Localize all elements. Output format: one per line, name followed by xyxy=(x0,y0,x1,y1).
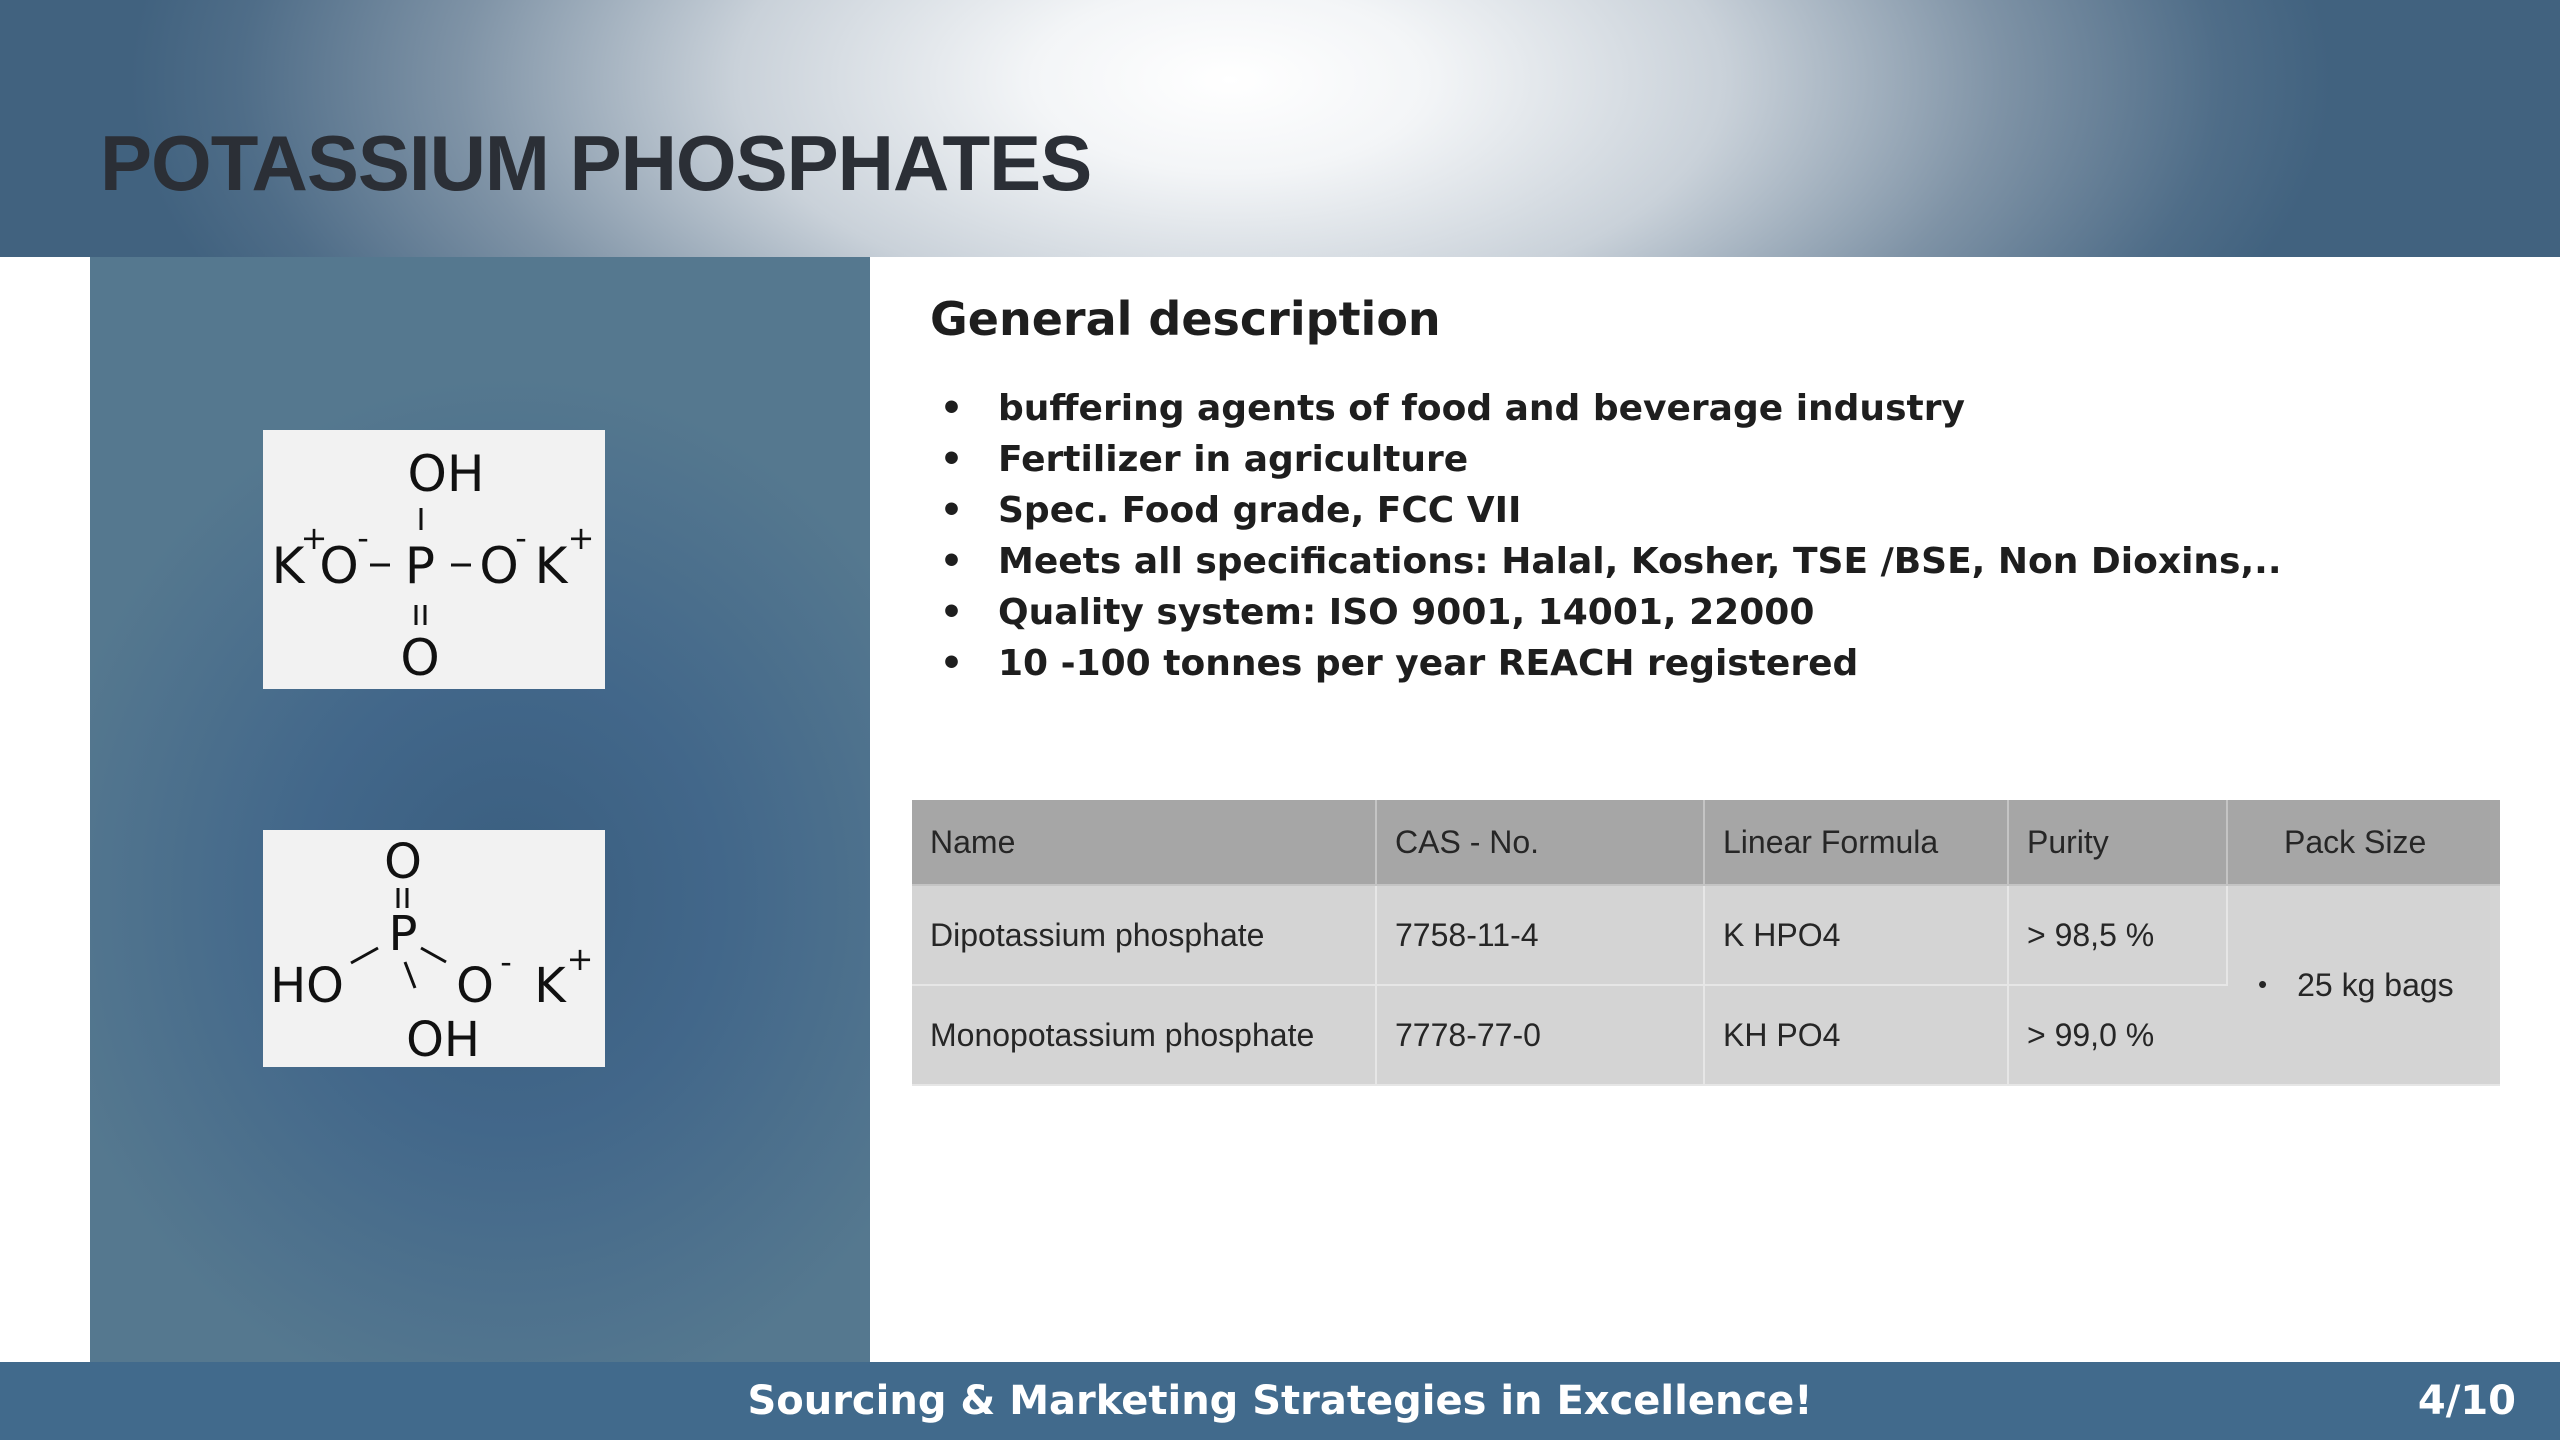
list-item-text: buffering agents of food and beverage industry xyxy=(998,388,1965,429)
structure-diagram xyxy=(263,830,605,1067)
cell-cas: 7758-11-4 xyxy=(1376,885,1704,985)
cell-purity: > 99,0 % xyxy=(2008,985,2227,1085)
atom-label: K xyxy=(534,537,568,595)
monopotassium-phosphate-structure xyxy=(263,830,605,1067)
atom-label: O xyxy=(456,958,494,1014)
bond xyxy=(351,948,378,963)
bullet-icon: • xyxy=(940,643,964,684)
footer-bar xyxy=(0,1362,2560,1440)
page-number: 4/10 xyxy=(2417,1378,2516,1424)
atom-label: P xyxy=(388,906,418,962)
cell-pack-size xyxy=(2227,885,2500,1085)
column-header-cas: CAS - No. xyxy=(1376,800,1704,885)
atom-charge: - xyxy=(500,943,512,981)
column-header-purity: Purity xyxy=(2008,800,2227,885)
bond xyxy=(421,948,446,962)
cell-purity: > 98,5 % xyxy=(2008,885,2227,985)
cell-formula: KH PO4 xyxy=(1704,985,2008,1085)
atom-label: OH xyxy=(407,445,485,503)
header-banner xyxy=(0,0,2560,257)
column-header-name: Name xyxy=(912,800,1376,885)
list-item-text: Meets all specifications: Halal, Kosher, TSE /BSE, Non Dioxins,.. xyxy=(998,541,2282,582)
bullet-icon: • xyxy=(940,592,964,633)
footer-slogan: Sourcing & Marketing Strategies in Excellence! xyxy=(747,1378,1813,1424)
atom-label: O xyxy=(479,537,519,595)
atom-charge: + xyxy=(567,519,595,557)
table-header-row xyxy=(912,800,2500,885)
left-panel xyxy=(90,257,870,1362)
bullet-icon: • xyxy=(940,490,964,531)
dipotassium-phosphate-structure xyxy=(263,430,605,689)
column-header-pack-size: Pack Size xyxy=(2227,800,2500,885)
atom-label: HO xyxy=(270,958,344,1014)
atom-label: O xyxy=(319,537,359,595)
section-title: General description xyxy=(930,292,1441,346)
list-item xyxy=(930,383,2282,434)
page-title: POTASSIUM PHOSPHATES xyxy=(100,119,1092,207)
pack-size-text: 25 kg bags xyxy=(2297,966,2454,1003)
list-item-text: Fertilizer in agriculture xyxy=(998,439,1469,480)
atom-label: O xyxy=(400,629,440,687)
list-item-text: Spec. Food grade, FCC VII xyxy=(998,490,1522,531)
cell-name: Monopotassium phosphate xyxy=(912,985,1376,1085)
atom-charge: + xyxy=(300,519,328,557)
column-header-formula: Linear Formula xyxy=(1704,800,2008,885)
bullet-icon: • xyxy=(940,388,964,429)
bullet-icon: • xyxy=(2258,968,2268,999)
list-item xyxy=(930,434,2282,485)
list-item xyxy=(930,536,2282,587)
atom-charge: - xyxy=(515,519,527,557)
list-item xyxy=(930,587,2282,638)
atom-label: K xyxy=(534,958,566,1014)
bullet-icon: • xyxy=(940,439,964,480)
cell-formula: K HPO4 xyxy=(1704,885,2008,985)
list-item xyxy=(930,485,2282,536)
atom-charge: + xyxy=(566,940,594,978)
bond xyxy=(405,962,415,988)
product-table xyxy=(912,800,2500,1086)
bullet-icon: • xyxy=(940,541,964,582)
atom-label: OH xyxy=(406,1012,480,1067)
atom-label: K xyxy=(271,537,305,595)
list-item-text: Quality system: ISO 9001, 14001, 22000 xyxy=(998,592,1815,633)
list-item-text: 10 -100 tonnes per year REACH registered xyxy=(998,643,1859,684)
list-item xyxy=(930,638,2282,689)
atom-charge: - xyxy=(357,519,369,557)
description-list xyxy=(930,383,2282,689)
table-row xyxy=(912,885,2500,985)
structure-diagram xyxy=(263,430,605,689)
cell-name: Dipotassium phosphate xyxy=(912,885,1376,985)
cell-cas: 7778-77-0 xyxy=(1376,985,1704,1085)
atom-label: O xyxy=(384,834,422,890)
atom-label: P xyxy=(404,537,436,595)
